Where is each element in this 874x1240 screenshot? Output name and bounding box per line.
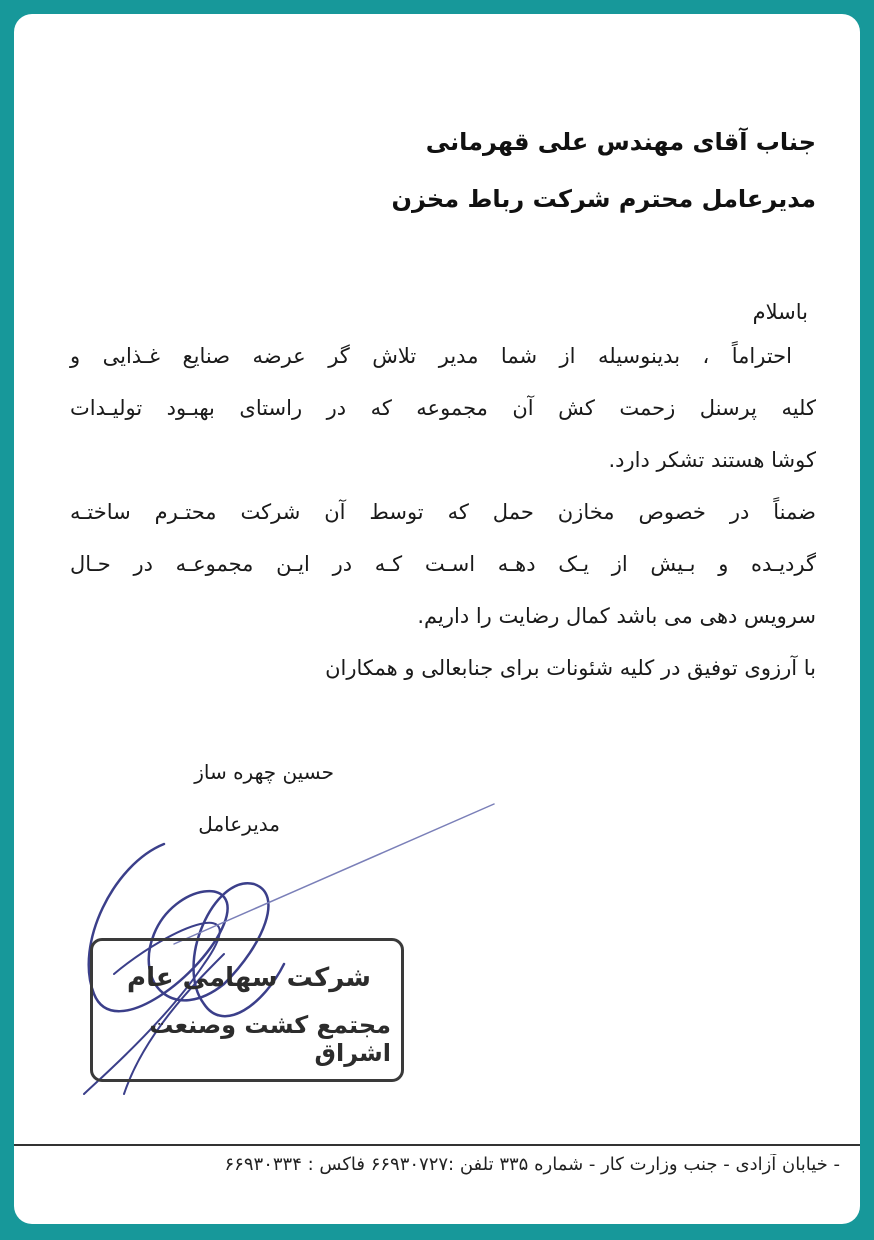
paragraph1-line: احتراماً ، بدینوسیله از شما مدیر تلاش گر عرضه صنایع غـذایی و bbox=[70, 344, 792, 368]
paragraph1-line: کلیه پرسنل زحمت کش آن مجموعه که در راستای بهبـود تولیـدات bbox=[70, 396, 816, 420]
company-stamp bbox=[90, 938, 404, 1082]
signature-stroke bbox=[174, 804, 494, 944]
addressee-name: جناب آقای مهندس علی قهرمانی bbox=[425, 128, 816, 156]
letter-body bbox=[70, 294, 816, 694]
paragraph2-line: سرویس دهی می باشد کمال رضایت را داریم. bbox=[417, 604, 816, 628]
signatory-name: حسین چهره ساز bbox=[194, 760, 334, 784]
greeting: باسلام bbox=[752, 300, 808, 324]
letter-paper bbox=[14, 14, 860, 1224]
stamp-line2: مجتمع کشت وصنعت اشراق bbox=[149, 1011, 391, 1067]
paragraph2-line: ضمناً در خصوص مخازن حمل که توسط آن شرکت محتـرم ساختـه bbox=[70, 500, 816, 524]
footer-address: - خیابان آزادی - جنب وزارت کار - شماره ۳۳۵ تلفن :۶۶۹۳۰۷۲۷ فاکس : ۶۶۹۳۰۳۳۴ bbox=[224, 1154, 840, 1175]
stamp-line1: شرکت سهامی عام bbox=[127, 963, 371, 993]
closing-line: با آرزوی توفیق در کلیه شئونات برای جنابعالی و همکاران bbox=[325, 656, 816, 680]
footer-divider bbox=[14, 1144, 860, 1146]
paragraph1-line: کوشا هستند تشکر دارد. bbox=[608, 448, 816, 472]
addressee-title: مدیرعامل محترم شرکت رباط مخزن bbox=[391, 185, 816, 213]
addressee-block bbox=[56, 114, 816, 228]
signatory-title: مدیرعامل bbox=[198, 812, 280, 836]
paragraph2-line: گردیـده و بـیش از یـک دهـه اسـت کـه در ایـن مجموعـه در حـال bbox=[70, 552, 816, 576]
